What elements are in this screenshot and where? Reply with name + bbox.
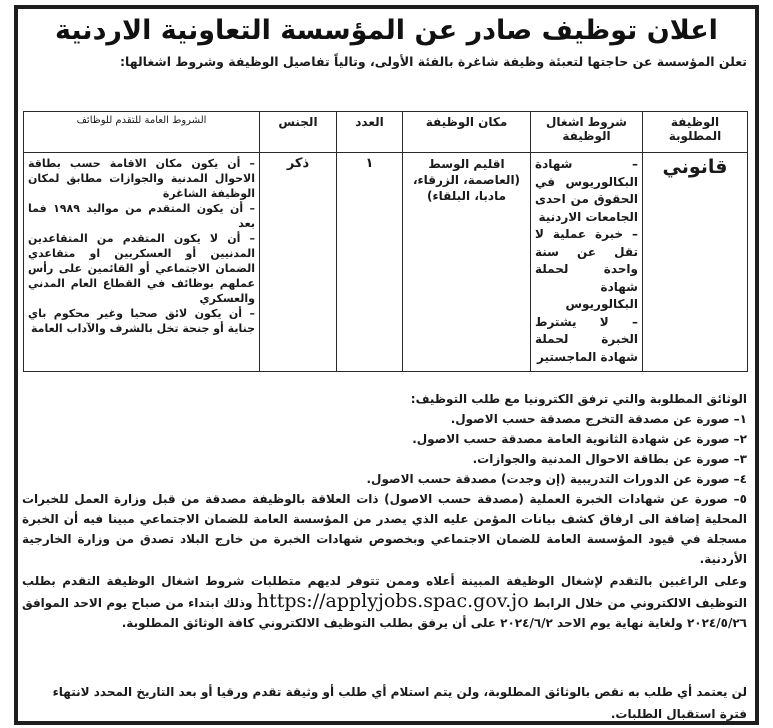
jobs-table [23,111,748,372]
announcement-title: اعلان توظيف صادر عن المؤسسة التعاونية الاردنية [55,15,718,46]
location-cell: اقليم الوسط (العاصمة، الزرقاء، مادبا، البلقاء) [403,153,531,372]
job-condition-item: – خبرة عملية لا تقل عن سنة واحدة لحملة شهادة البكالوريوس [535,227,638,311]
application-text-before-link: وعلى الراغبين بالتقدم لإشغال الوظيفة المبينة أعلاه وممن تتوفر لديهم متطلبات شروط اشغال الوظيفة التقدم بطلب التوظيف الالكتروني من خلال الرابط [22,574,747,610]
document-item: ٢– صورة عن شهادة الثانوية العامة مصدقة حسب الاصول. [412,432,747,446]
header-gender: الجنس [260,112,337,153]
closing-note: لن يعتمد أي طلب به نقص بالوثائق المطلوبة، ولن يتم استلام أي طلب أو وثيقة تقدم ورقيا أو بعد التاريخ المحدد لانتهاء فترة استقبال الطلبات. [52,685,747,721]
documents-heading: الوثائق المطلوبة والتي ترفق الكترونيا مع طلب التوظيف: [410,392,747,406]
header-job-title: الوظيفة المطلوبة [643,112,748,153]
required-documents [22,389,747,633]
announcement-intro: تعلن المؤسسة عن حاجتها لتعبئة وظيفة شاغرة بالفئة الأولى، وتالياً تفاصيل الوظيفة وشروط اشغالها: [120,54,747,69]
header-job-conditions: شروط اشغال الوظيفة [531,112,643,153]
job-conditions-cell [531,153,643,372]
document-item: ١– صورة عن مصدقة التخرج مصدقة حسب الاصول. [450,412,747,426]
general-conditions-cell [24,153,260,372]
general-condition-item: – أن يكون المتقدم من مواليد ١٩٨٩ فما بعد [28,202,255,230]
document-item: ٥– صورة عن شهادات الخبرة العملية (مصدقة حسب الاصول) ذات العلاقة بالوظيفة مصدقة من قبل وزارة العمل للخبرات المحلية إضافة الى ارفاق كشف بيانات المؤمن عليه الذي يصدر من المؤسسة العامة للضمان الاجتماعي مبينا فيه أن الخبرة مسجلة في قيود المؤسسة العامة للضمان الاجتماعي وبخصوص شهادات الخبرة من خارج البلاد تصدق من وزارة الخارجية الأردنية. [22,492,747,566]
job-condition-item: – شهادة البكالوريوس في الحقوق من احدى الجامعات الاردنية [535,157,638,224]
gender-cell: ذكر [260,153,337,372]
application-text-after-link: وذلك ابتداء من صباح يوم الاحد الموافق ٢٠٢٤/٥/٢٦ ولغاية نهاية يوم الاحد ٢٠٢٤/٦/٢ على أن يرفق بطلب التوظيف الالكتروني كافة الوثائق المطلوبة. [22,596,747,630]
table-row [24,153,748,372]
general-condition-item: – أن يكون لائق صحيا وغير محكوم باي جناية أو جنحة تخل بالشرف والآداب العامة [28,307,255,335]
announcement-frame [14,5,759,725]
job-condition-item: – لا يشترط الخبرة لحملة شهادة الماجستير [535,314,638,364]
header-location: مكان الوظيفة [403,112,531,153]
application-link[interactable]: https://applyjobs.spac.gov.jo [256,590,529,612]
document-item: ٤– صورة عن الدورات التدريبية (إن وجدت) مصدقة حسب الاصول. [366,472,747,486]
job-title-cell: قانوني [643,153,748,372]
general-condition-item: – أن لا يكون المتقدم من المتقاعدين المدنيين أو العسكريين او متقاعدي الضمان الاجتماعي أو القائمين على رأس عملهم بوظائف في القطاع العام المدني والعسكري [28,232,255,305]
header-count: العدد [337,112,403,153]
application-instructions [22,571,747,633]
count-cell: ١ [337,153,403,372]
header-general-conditions: الشروط العامة للتقدم للوظائف [24,112,260,153]
general-condition-item: – أن يكون مكان الاقامة حسب بطاقة الاحوال المدنية والجوازات مطابق لمكان الوظيفة الشاغرة [28,157,255,200]
document-item: ٣– صورة عن بطاقة الاحوال المدنية والجوازات. [472,452,747,466]
table-header-row [24,112,748,153]
